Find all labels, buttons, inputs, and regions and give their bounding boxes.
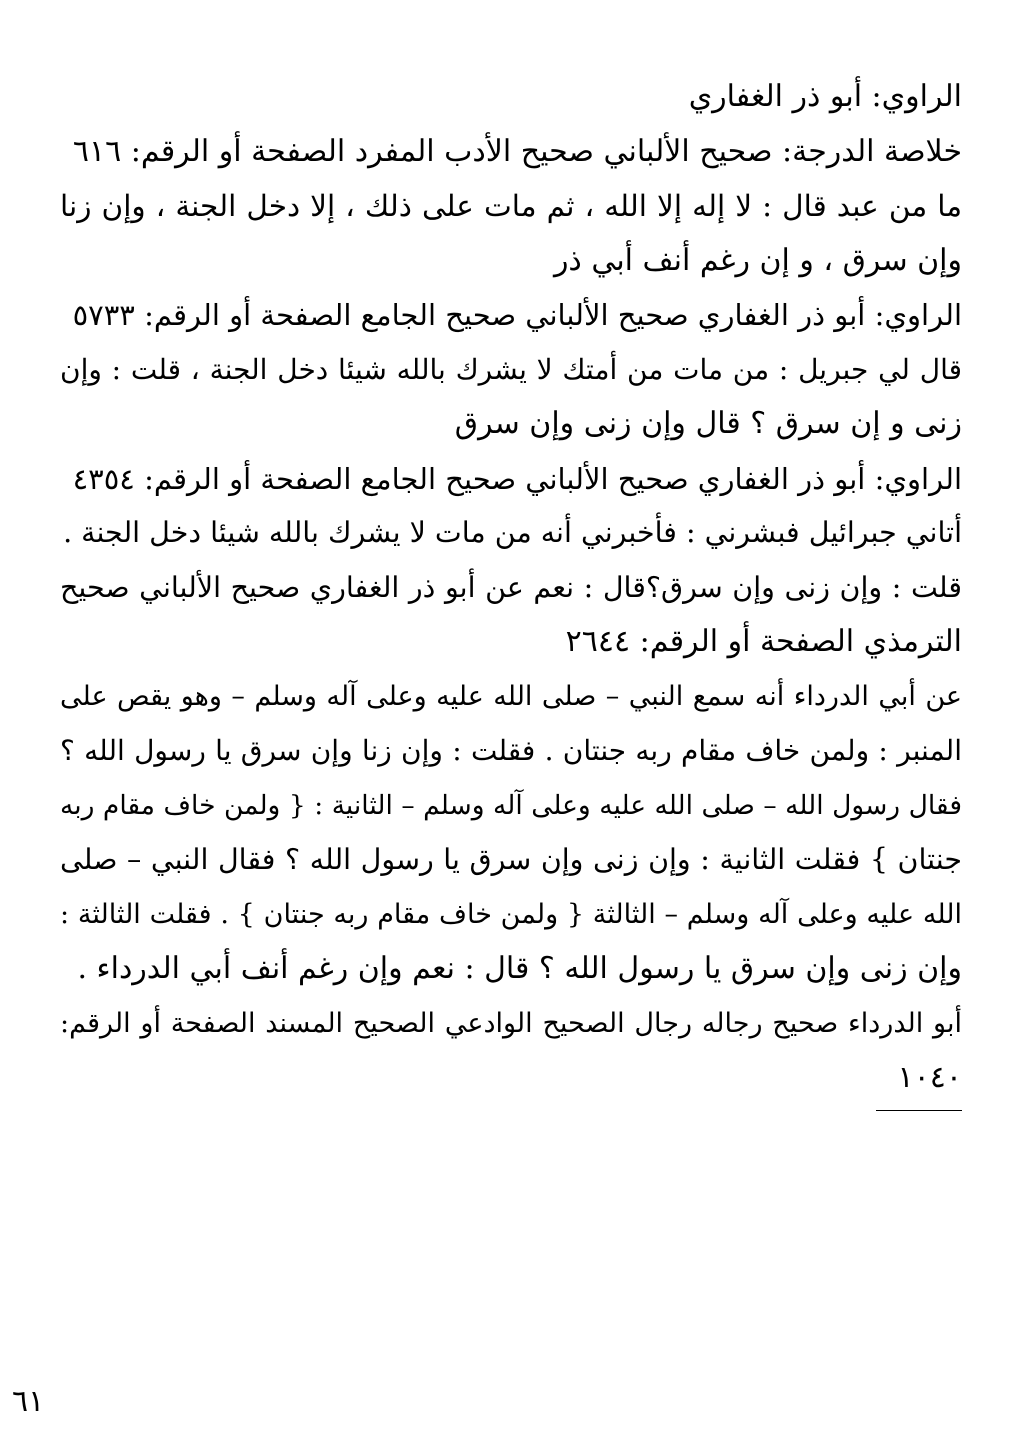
text-line: زنى و إن سرق ؟ قال وإن زنى وإن سرق <box>454 406 962 441</box>
text-line: الراوي: أبو ذر الغفاري صحيح الألباني صحيح الجامع الصفحة أو الرقم: ٤٣٥٤ <box>72 461 962 496</box>
text-line: الراوي: أبو ذر الغفاري صحيح الألباني صحيح الجامع الصفحة أو الرقم: ٥٧٣٣ <box>72 298 962 332</box>
text-line: المنبر : ولمن خاف مقام ربه جنتان . فقلت : وإن زنا وإن سرق يا رسول الله ؟ <box>60 734 962 767</box>
text-line: وإن سرق ، و إن رغم أنف أبي ذر <box>553 242 962 278</box>
text-line: فقال رسول الله – صلى الله عليه وعلى آله وسلم – الثانية : { ولمن خاف مقام ربه <box>60 789 962 821</box>
text-line: الله عليه وعلى آله وسلم – الثالثة { ولمن خاف مقام ربه جنتان } . فقلت الثالثة : <box>60 898 962 930</box>
text-line: وإن زنى وإن سرق يا رسول الله ؟ قال : نعم وإن رغم أنف أبي الدرداء . <box>77 951 962 986</box>
text-line: عن أبي الدرداء أنه سمع النبي – صلى الله عليه وعلى آله وسلم – وهو يقص على <box>60 680 962 712</box>
text-line: ١٠٤٠ <box>897 1060 962 1095</box>
text-line: قلت : وإن زنى وإن سرق؟قال : نعم عن أبو ذر الغفاري صحيح الألباني صحيح <box>60 570 962 604</box>
text-line: جنتان } فقلت الثانية : وإن زنى وإن سرق يا رسول الله ؟ فقال النبي – صلى <box>60 843 962 876</box>
text-line: ما من عبد قال : لا إله إلا الله ، ثم مات على ذلك ، إلا دخل الجنة ، وإن زنا <box>60 189 962 223</box>
text-line: خلاصة الدرجة: صحيح الألباني صحيح الأدب المفرد الصفحة أو الرقم: ٦١٦ <box>72 133 962 169</box>
text-line: أتاني جبرائيل فبشرني : فأخبرني أنه من مات لا يشرك بالله شيئا دخل الجنة . <box>63 516 962 549</box>
page-number: ٦١ <box>12 1384 45 1419</box>
hadith-text-block <box>60 70 962 1106</box>
footnote-separator-rule <box>876 1110 962 1111</box>
text-line: أبو الدرداء صحيح رجاله رجال الصحيح الوادعي الصحيح المسند الصفحة أو الرقم: <box>60 1007 962 1039</box>
text-line: الراوي: أبو ذر الغفاري <box>688 79 962 114</box>
text-line: الترمذي الصفحة أو الرقم: ٢٦٤٤ <box>565 624 962 659</box>
text-line: قال لي جبريل : من مات من أمتك لا يشرك بالله شيئا دخل الجنة ، قلت : وإن <box>60 352 962 386</box>
